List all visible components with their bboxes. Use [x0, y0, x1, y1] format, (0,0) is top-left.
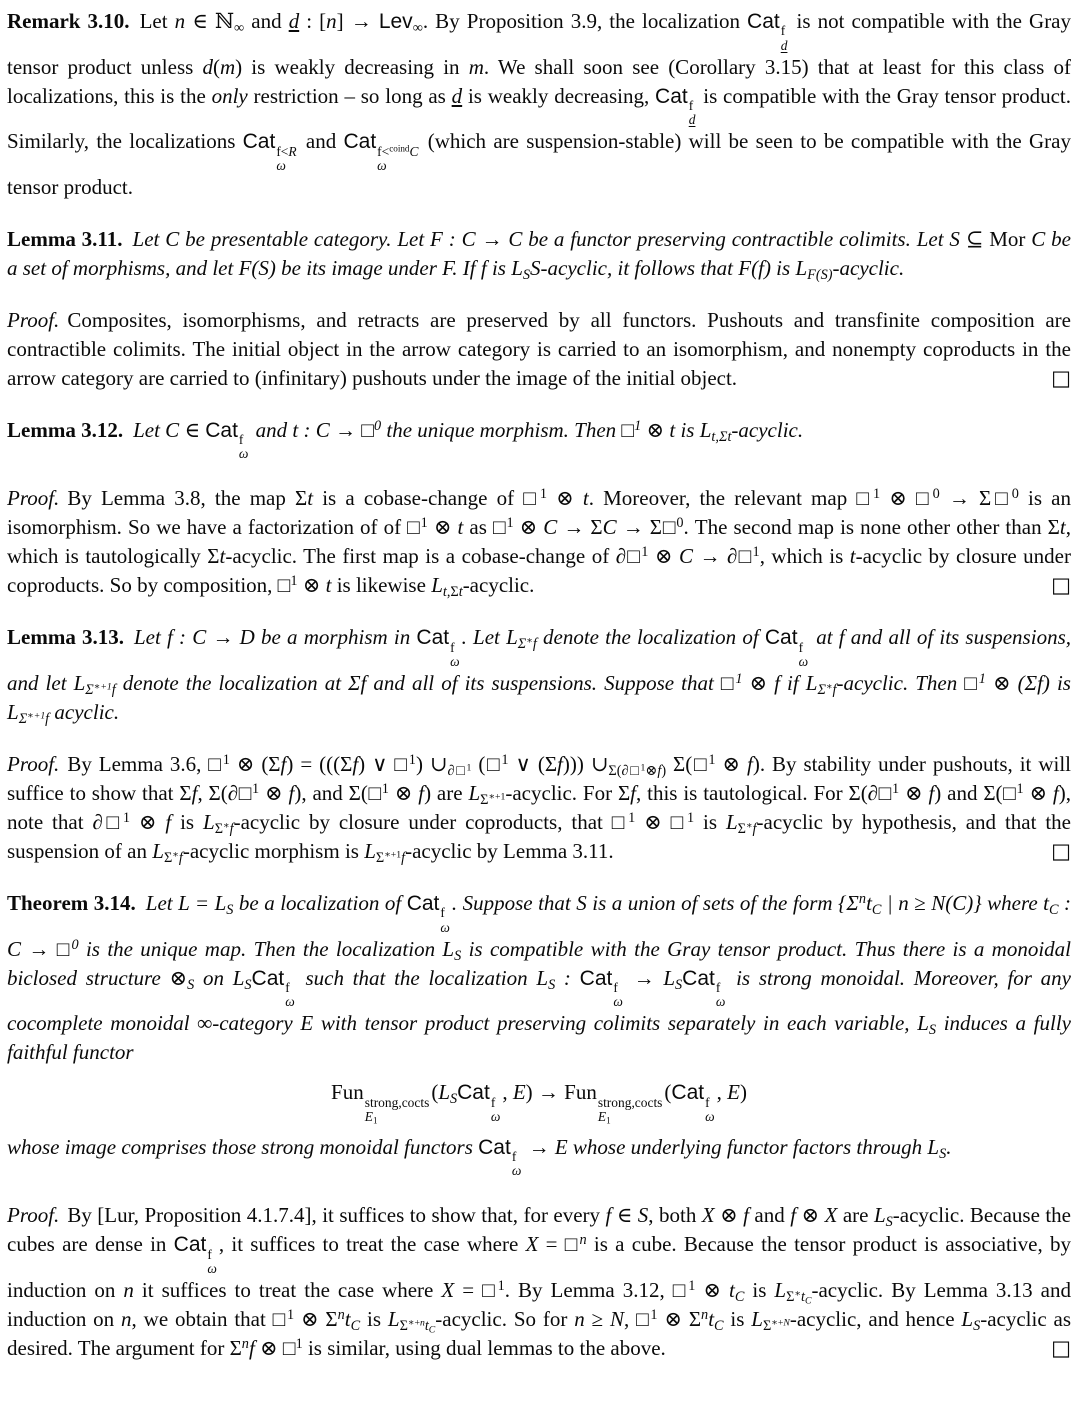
remark-3-10-label: Remark 3.10. [7, 9, 130, 33]
lemma-3-13-label: Lemma 3.13. [7, 625, 124, 650]
display-equation: Fun strong,cocts $E_1$ ($L_SCat$ f ω , E) → Fun strong,cocts $E_1$ (Cat f ω , E) [331, 1080, 747, 1126]
proof-lemma-3-13-label: Proof. [7, 752, 60, 777]
lemma-3-11 [7, 225, 1071, 283]
proof-lemma-3-12-body: By Lemma 3.8, the map Σt is a cobase-change of □$^1$ ⊗ t. Moreover, the relevant map □$^1$ ⊗ □$^0$ → Σ□$^0$ is an isomorphism. So we have a factorization of of □$^1$ ⊗ t as □$^1$ ⊗ C → ΣC → Σ□$^0$. The second map is none other other than Σt, which is tautologically Σt-acyclic. The first map is a cobase-change of ∂□$^1$ ⊗ C → ∂□$^1$, which is t-acyclic by closure under coproducts. So by composition, □$^1$ ⊗ t is likewise $L_{t,\Sigma t}$-acyclic. [7, 486, 1071, 601]
qed-box: □ [1051, 1336, 1071, 1361]
remark-3-10-body: Let n ∈ ℕ$_\infty$ and d : [n] → Lev$_\infty$. By Proposition 3.9, the localization Cat f d is not compatible with the Gray tensor product unless d(m) is weakly decreasing in m. We shall soon see (Corollary 3.15) that at least for this class of localizations, this is the only restriction – so long as d is weakly decreasing, Cat f d is compatible with the Gray tensor product. Similarly, the localizations Cat f<R ω and Cat f<$^{coind}$C ω (which are suspension-stable) will be seen to be compatible with the Gray tensor product. [7, 9, 1072, 199]
lemma-3-11-body: Let C be presentable category. Let F : C → C be a functor preserving contractible colimits. Let S ⊆ Mor C be a set of morphisms, and let F(S) be its image under F. If f is $L_SS$-acyclic, it follows that F(f) is $L_{F(S)}$-acyclic. [7, 226, 1072, 283]
proof-lemma-3-12-label: Proof. [7, 486, 60, 511]
theorem-3-14-body: Let $L = L_S$ be a localization of Cat f ω . Suppose that S is a union of sets of the form {$\Sigma^nt_C$ | n ≥ N(C)} where $t_C$ : C → □$^0$ is the unique map. Then the localization $L_S$ is compatible with the Gray tensor product. Thus there is a monoidal biclosed structure $\otimes_S$ on $L_SCat$ f ω such that the localization $L_S$ : Cat f ω → $L_SCat$ f ω is strong monoidal. Moreover, for any cocomplete monoidal ∞-category E with tensor product preserving colimits separately in each variable, $L_S$ induces a fully faithful functor [7, 891, 1072, 1065]
proof-theorem-3-14-body: By [Lur, Proposition 4.1.7.4], it suffices to show that, for every f ∈ S, both X ⊗ f and f ⊗ X are $L_S$-acyclic. Because the cubes are dense in Cat f ω , it suffices to treat the case where X = □$^n$ is a cube. Because the tensor product is associative, by induction on n it suffices to treat the case where X = □$^1$. By Lemma 3.12, □$^1$ ⊗ $t_C$ is $L_{\Sigma^∗t_C}$-acyclic. By Lemma 3.13 and induction on n, we obtain that □$^1$ ⊗ $\Sigma^nt_C$ is $L_{\Sigma^{∗+n}t_C}$-acyclic. So for n ≥ N, □$^1$ ⊗ $\Sigma^nt_C$ is $L_{\Sigma^{∗+N}}$-acyclic, and hence $L_S$-acyclic as desired. The argument for $\Sigma^nf$ ⊗ □$^1$ is similar, using dual lemmas to the above. [7, 1203, 1071, 1361]
lemma-3-11-label: Lemma 3.11. [7, 226, 123, 251]
proof-lemma-3-12 [7, 484, 1071, 600]
proof-lemma-3-13 [7, 750, 1071, 866]
proof-lemma-3-13-body: By Lemma 3.6, □$^1$ ⊗ (Σf) = (((Σf) ∨ □$^1$) $\cup_{\partial□^1}$ (□$^1$ ∨ (Σf))) $\cup_{\Sigma(\partial□^1\otimes f)}$ Σ(□$^1$ ⊗ f). By stability under pushouts, it will suffice to show that Σf, Σ(∂□$^1$ ⊗ f), and Σ(□$^1$ ⊗ f) are $L_{\Sigma^{∗+1}}$-acyclic. For Σf, this is tautological. For Σ(∂□$^1$ ⊗ f) and Σ(□$^1$ ⊗ f), note that ∂□$^1$ ⊗ f is $L_{\Sigma^∗f}$-acyclic by closure under coproducts, that □$^1$ ⊗ □$^1$ is $L_{\Sigma^∗f}$-acyclic by hypothesis, and that the suspension of an $L_{\Sigma^∗f}$-acyclic morphism is $L_{\Sigma^{∗+1}f}$-acyclic by Lemma 3.11. [7, 752, 1072, 867]
lemma-3-12-label: Lemma 3.12. [7, 417, 124, 442]
proof-theorem-3-14-label: Proof. [7, 1203, 60, 1228]
qed-box: □ [1051, 365, 1071, 390]
theorem-3-14-continuation [7, 1133, 1071, 1179]
lemma-3-12-body: Let C ∈ Cat f ω and t : C → □$^0$ the unique morphism. Then □$^1$ ⊗ t is $L_{t,\Sigma t}$-acyclic. [133, 417, 804, 462]
proof-lemma-3-11-label: Proof. [7, 307, 60, 332]
theorem-3-14-body2: whose image comprises those strong monoidal functors Cat f ω → E whose underlying functor factors through $L_S$. [7, 1134, 952, 1179]
theorem-3-14-label: Theorem 3.14. [7, 891, 136, 916]
qed-box: □ [1051, 573, 1071, 598]
proof-lemma-3-11-body: Composites, isomorphisms, and retracts are preserved by all functors. Pushouts and transfinite composition are contractible colimits. The initial object in the arrow category is carried to an isomorphism, and nonempty coproducts in the arrow category are carried to (infinitary) pushouts under the image of the initial object. [7, 307, 1071, 390]
remark-3-10 [7, 7, 1071, 202]
theorem-3-14 [7, 889, 1071, 1178]
lemma-3-12 [7, 416, 1071, 462]
lemma-3-13-body: Let f : C → D be a morphism in Cat f ω . Let $L_{\Sigma^∗f}$ denote the localization of Cat f ω at f and all of its suspensions, and let $L_{\Sigma^{∗+1}f}$ denote the localization at Σf and all of its suspensions. Suppose that □$^1$ ⊗ f if $L_{\Sigma^∗f}$-acyclic. Then □$^1$ ⊗ (Σf) is $L_{\Sigma^{∗+1}f}$ acyclic. [7, 625, 1071, 728]
qed-box: □ [1051, 839, 1071, 864]
proof-theorem-3-14 [7, 1201, 1071, 1363]
proof-lemma-3-11 [7, 306, 1071, 393]
lemma-3-13 [7, 623, 1071, 727]
theorem-3-14-statement [7, 889, 1071, 1067]
